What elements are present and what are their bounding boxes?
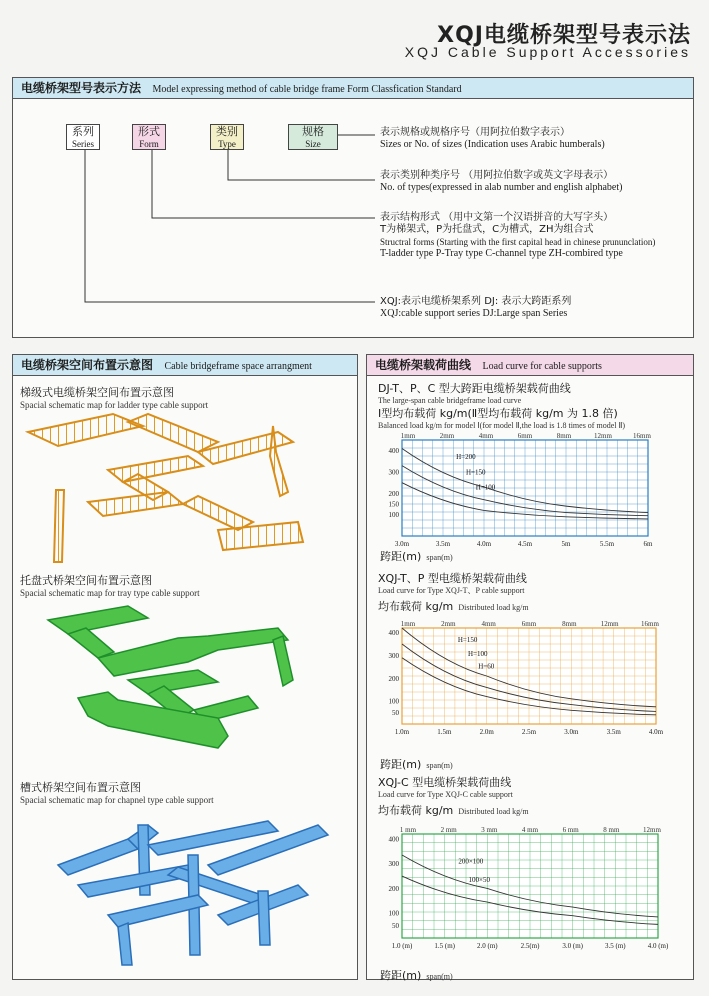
y-tick-label: 100 <box>388 909 399 918</box>
space-band-cn: 电缆桥架空间布置示意图 <box>21 358 154 372</box>
desc-form <box>380 212 655 260</box>
chart2-xlabel-en: span(m) <box>426 761 453 770</box>
x-tick-label: 1.5m <box>437 728 452 736</box>
channel-illustration <box>18 805 348 975</box>
desc-form-cn: 表示结构形式 （用中文第一个汉语拼音的大写字头） <box>380 212 614 223</box>
series-label: H=100 <box>468 650 488 659</box>
desc-series <box>380 296 571 320</box>
model-band-en: Model expressing method of cable bridge frame Form Classfication Standard <box>152 84 462 95</box>
channel-caption-cn: 槽式桥架空间布置示意图 <box>20 781 141 794</box>
y-tick-label: 50 <box>392 709 399 718</box>
cat-size-cn: 规格 <box>302 125 324 138</box>
chart2-note-en: Distributed load kg/m <box>458 603 529 612</box>
y-tick-label: 200 <box>388 884 399 893</box>
chart3-note-en: Distributed load kg/m <box>458 807 529 816</box>
desc-series-en: XQJ:cable support series DJ:Large span Series <box>380 308 568 319</box>
y-tick-label: 200 <box>388 674 399 683</box>
top-tick-label: 2 mm <box>440 826 457 834</box>
chart3-title: XQJ-C 型电缆桥架载荷曲线 <box>378 776 512 789</box>
chart3-xlabel <box>380 964 453 983</box>
x-tick-label: 5.5m <box>599 540 615 548</box>
series-label: 200×100 <box>458 857 484 866</box>
top-tick-label: 12mm <box>600 620 619 628</box>
model-band-cn: 电缆桥架型号表示方法 <box>21 81 142 95</box>
chart1-title: DJ-T、P、C 型大跨距电缆桥架载荷曲线 <box>378 382 571 395</box>
x-tick-label: 1.0m <box>394 728 410 736</box>
cat-series-cn: 系列 <box>72 125 94 138</box>
load-band <box>367 355 693 376</box>
tray-caption <box>20 572 200 598</box>
chart3-xlabel-cn: 跨距(m) <box>380 969 422 982</box>
top-tick-label: 6 mm <box>562 826 579 834</box>
cat-type-cn: 类别 <box>216 125 238 138</box>
top-tick-label: 1 mm <box>399 826 417 834</box>
x-tick-label: 6m <box>643 540 653 548</box>
x-tick-label: 2.5(m) <box>520 942 540 950</box>
chart1-header <box>378 380 688 430</box>
cat-series-en: Series <box>72 139 94 149</box>
top-tick-label: 6mm <box>517 432 533 440</box>
space-band <box>13 355 357 376</box>
page-title: XQJ电缆桥架型号表示法 <box>437 23 691 48</box>
x-tick-label: 1.0 (m) <box>391 942 413 950</box>
x-tick-label: 3.0m <box>394 540 410 548</box>
x-tick-label: 3.5m <box>606 728 621 736</box>
y-tick-label: 300 <box>388 860 399 869</box>
y-tick-label: 400 <box>388 835 399 844</box>
top-tick-label: 1mm <box>400 620 416 628</box>
y-tick-label: 100 <box>388 511 399 520</box>
tray-illustration <box>18 600 348 765</box>
chart2-header <box>378 570 688 614</box>
space-band-en: Cable bridgeframe space arrangment <box>164 361 312 372</box>
y-tick-label: 150 <box>388 500 399 509</box>
chart1-subtitle: The large-span cable bridgeframe load curve <box>378 396 522 405</box>
tray-caption-cn: 托盘式桥架空间布置示意图 <box>20 574 152 587</box>
desc-type <box>380 170 622 194</box>
y-tick-label: 50 <box>392 922 399 931</box>
x-tick-label: 3.5 (m) <box>605 942 626 950</box>
desc-size <box>380 127 605 151</box>
chart3-header <box>378 774 688 818</box>
chart2-title: XQJ-T、P 型电缆桥架载荷曲线 <box>378 572 527 585</box>
chart1-xlabel-en: span(m) <box>426 553 453 562</box>
chart2-xlabel-cn: 跨距(m) <box>380 758 422 771</box>
x-tick-label: 2.0 (m) <box>477 942 498 950</box>
series-label: H=150 <box>465 468 486 477</box>
desc-form-cn2: T为梯架式，P为托盘式，C为槽式，ZH为组合式 <box>380 224 594 235</box>
top-tick-label: 16mm <box>633 432 651 440</box>
desc-type-cn: 表示类别种类序号 （用阿拉伯数字或英文字母表示） <box>380 170 614 181</box>
desc-size-cn: 表示规格或规格序号（用阿拉伯数字表示） <box>380 127 570 138</box>
chart2-subtitle: Load curve for Type XQJ-T、P cable support <box>378 586 525 595</box>
top-tick-label: 3 mm <box>481 826 498 834</box>
chart3-plot <box>378 822 678 964</box>
top-tick-label: 2mm <box>441 620 456 628</box>
x-tick-label: 4.0 (m) <box>647 942 669 950</box>
x-tick-label: 4.0m <box>648 728 664 736</box>
desc-series-cn: XQJ:表示电缆桥架系列 DJ: 表示大跨距系列 <box>380 296 572 307</box>
chart1-xlabel-cn: 跨距(m) <box>380 550 422 563</box>
x-tick-label: 3.0m <box>564 728 579 736</box>
x-tick-label: 5m <box>561 540 571 548</box>
series-label: H=200 <box>456 452 476 461</box>
x-tick-label: 4.0m <box>476 540 492 548</box>
y-tick-label: 300 <box>388 651 399 660</box>
chart3-note-cn: 均布载荷 kg/m <box>378 804 454 817</box>
cat-form-cn: 形式 <box>138 125 160 138</box>
x-tick-label: 4.5m <box>517 540 533 548</box>
chart2-note-cn: 均布载荷 kg/m <box>378 600 454 613</box>
x-tick-label: 1.5 (m) <box>434 942 455 950</box>
load-band-cn: 电缆桥架载荷曲线 <box>375 358 472 372</box>
chart3-xlabel-en: span(m) <box>426 972 453 981</box>
channel-caption <box>20 779 214 805</box>
ladder-caption-en: Spacial schematic map for ladder type cable support <box>20 400 209 410</box>
chart1-xlabel <box>380 545 453 564</box>
x-tick-label: 3.5m <box>435 540 451 548</box>
top-tick-label: 16mm <box>641 620 659 628</box>
top-tick-label: 4mm <box>478 432 494 440</box>
y-tick-label: 100 <box>388 697 399 706</box>
desc-type-en: No. of types(expressed in alab number and english alphabet) <box>380 182 623 193</box>
y-tick-label: 400 <box>388 629 399 638</box>
x-tick-label: 3.0 (m) <box>562 942 583 950</box>
top-tick-label: 4 mm <box>521 826 539 834</box>
y-tick-label: 400 <box>388 447 399 456</box>
desc-form-en2: T-ladder type P-Tray type C-channel type ZH-combired type <box>380 248 623 259</box>
ladder-caption-cn: 梯级式电缆桥架空间布置示意图 <box>20 386 174 399</box>
page-subtitle: XQJ Cable Support Accessories <box>404 44 691 60</box>
desc-size-en: Sizes or No. of sizes (Indication uses Arabic humberals) <box>380 139 605 150</box>
cat-type-en: Type <box>218 139 236 149</box>
chart1-note-en: Balanced load kg/m for model Ⅰ(for model Ⅱ,the load is 1.8 times of model Ⅱ) <box>378 421 626 430</box>
ladder-tray-illustration <box>18 412 348 572</box>
load-band-en: Load curve for cable supports <box>482 361 602 372</box>
series-label: H=150 <box>457 635 478 644</box>
top-tick-label: 1mm <box>400 432 416 440</box>
chart3-subtitle: Load curve for Type XQJ-C cable support <box>378 790 513 799</box>
x-tick-label: 2.5m <box>521 728 537 736</box>
y-tick-label: 200 <box>388 489 399 498</box>
series-label: H=100 <box>475 483 496 492</box>
top-tick-label: 6mm <box>521 620 537 628</box>
top-tick-label: 8mm <box>562 620 577 628</box>
chart1-note-cn: Ⅰ型均布载荷 kg/m(Ⅱ型均布载荷 kg/m 为 1.8 倍) <box>378 407 618 420</box>
top-tick-label: 12mm <box>594 432 612 440</box>
chart2-xlabel <box>380 753 453 772</box>
cat-size-en: Size <box>305 139 321 149</box>
ladder-caption <box>20 384 208 410</box>
desc-form-en: Structral forms (Starting with the first capital head in chinese prununclation) <box>380 237 656 247</box>
x-tick-label: 2.0m <box>479 728 494 736</box>
series-label: H=60 <box>478 662 495 671</box>
top-tick-label: 4mm <box>481 620 496 628</box>
top-tick-label: 8 mm <box>603 826 620 834</box>
series-label: 100×50 <box>468 876 491 885</box>
chart1-plot <box>378 428 678 558</box>
chart2-plot <box>378 616 678 748</box>
cat-form-en: Form <box>139 139 159 149</box>
channel-caption-en: Spacial schematic map for chapnel type cable support <box>20 795 214 805</box>
tray-caption-en: Spacial schematic map for tray type cable support <box>20 588 200 598</box>
top-tick-label: 8mm <box>556 432 572 440</box>
y-tick-label: 300 <box>388 468 399 477</box>
top-tick-label: 12mm <box>643 826 661 834</box>
top-tick-label: 2mm <box>439 432 455 440</box>
